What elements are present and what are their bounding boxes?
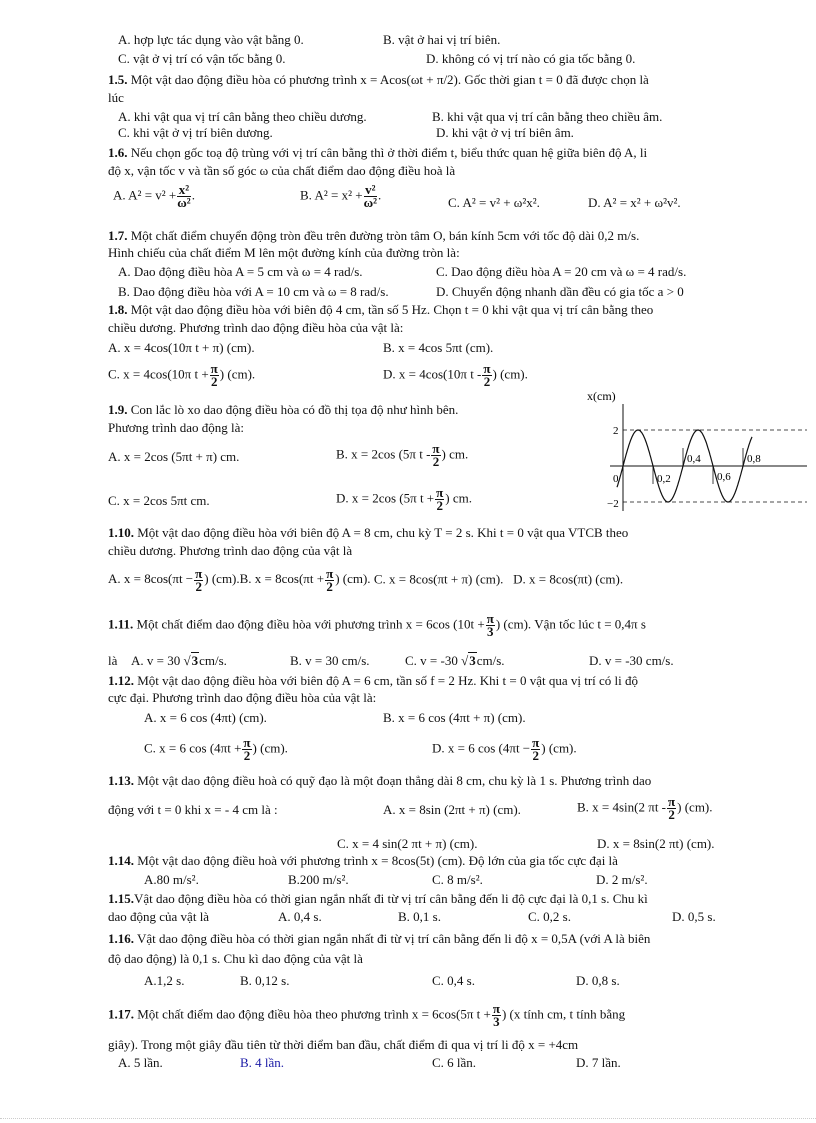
q1-12-option-b: B. x = 6 cos (4πt + π) (cm). <box>383 710 526 725</box>
q1-4-option-d: D. không có vị trí nào có gia tốc bằng 0. <box>426 51 636 66</box>
q1-6-option-a: A. A² = v² + $\frac{\text{x²}}{\text{ω²}}$ . <box>113 182 195 210</box>
q1-13-stem: 1.13. Một vật dao động điều hoà có quỹ đạo là một đoạn thẳng dài 8 cm, chu kỳ là 1 s. Phương trình dao <box>108 773 652 788</box>
q1-10-option-c: C. x = 8cos(πt + π) (cm). <box>373 571 504 587</box>
graph-t4: 0,8 <box>747 453 761 465</box>
q1-5-stem: 1.5. Một vật dao động điều hòa có phương trình x = Acos(ωt + π/2). Gốc thời gian t = 0 đã được chọn là <box>108 72 649 87</box>
q1-7-option-d: D. Chuyển động nhanh dần đều có gia tốc a > 0 <box>436 284 684 299</box>
q1-12-option-c: C. x = 6 cos (4πt + $\frac{\pi}{2}$ ) (cm). <box>144 735 288 763</box>
q1-5-option-d: D. khi vật ở vị trí biên âm. <box>436 125 574 140</box>
q1-17-option-c: C. 6 lần. <box>432 1055 477 1070</box>
q1-10-option-b: B. x = 8cos(πt + $\frac{\pi}{2}$ ) (cm). <box>239 566 371 594</box>
q1-12-option-d: D. x = 6 cos (4πt − $\frac{\pi}{2}$ ) (cm). <box>432 735 577 763</box>
q1-9-option-d: D. x = 2cos (5π t + $\frac{\pi}{2}$ ) cm. <box>336 485 472 513</box>
q1-14-stem: 1.14. Một vật dao động điều hoà với phương trình x = 8cos(5t) (cm). Độ lớn của gia tốc cực đại là <box>108 853 618 868</box>
q1-16-option-b: B. 0,12 s. <box>240 973 290 988</box>
q1-14-option-c: C. 8 m/s². <box>432 872 483 887</box>
q1-12-stem-cont: cực đại. Phương trình dao động điều hòa của vật là: <box>108 690 377 705</box>
q1-9-option-a: A. x = 2cos (5πt + π) cm. <box>108 449 240 464</box>
q1-6-option-d: D. A² = x² + ω²v². <box>588 195 681 210</box>
q1-15-option-d: D. 0,5 s. <box>672 909 716 924</box>
q1-17-stem-cont: giây). Trong một giây đầu tiên từ thời điểm ban đầu, chất điểm đi qua vị trí li độ x = +4cm <box>108 1037 579 1052</box>
q1-11-stem: 1.11. Một chất điểm dao động điều hòa với phương trình x = 6cos (10t + $\frac{\pi}{3}$ ) (cm). Vận tốc lúc t = 0,4π s <box>108 611 646 639</box>
graph-t3: 0,6 <box>717 471 731 483</box>
q1-5-option-b: B. khi vật qua vị trí cân bằng theo chiều âm. <box>432 109 663 124</box>
q1-5-option-a: A. khi vật qua vị trí cân bằng theo chiều dương. <box>118 109 367 124</box>
q1-8-stem-cont: chiều dương. Phương trình dao động điều hòa của vật là: <box>108 320 404 335</box>
q1-5-option-c: C. khi vật ở vị trí biên dương. <box>118 125 273 140</box>
q1-5-stem-cont: lúc <box>108 90 124 105</box>
q1-6-option-c: C. A² = v² + ω²x². <box>448 195 540 210</box>
q1-7-stem: 1.7. Một chất điểm chuyển động tròn đều trên đường tròn tâm O, bán kính 5cm với tốc độ dài 0,2 m/s. <box>108 228 640 243</box>
q1-7-option-c: C. Dao động điều hòa A = 20 cm và ω = 4 rad/s. <box>436 264 687 279</box>
q1-12-stem: 1.12. Một vật dao động điều hòa với biên độ A = 6 cm, tần số f = 2 Hz. Khi t = 0 vật qua vị trí có li độ <box>108 673 639 688</box>
oscillation-graph <box>585 386 807 516</box>
q1-17-option-b: B. 4 lần. <box>240 1055 285 1070</box>
q1-15-stem-cont: dao động của vật là <box>108 909 210 924</box>
q1-16-stem-cont: độ dao động) là 0,1 s. Chu kì dao động của vật là <box>108 951 363 966</box>
q1-15-option-a: A. 0,4 s. <box>278 909 322 924</box>
q1-17-stem: 1.17. Một chất điểm dao động điều hòa theo phương trình x = 6cos(5π t + $\frac{\pi}{3}$ ) (x tính cm, t tính bằng <box>108 1001 626 1029</box>
q1-16-option-d: D. 0,8 s. <box>576 973 620 988</box>
q1-8-option-d: D. x = 4cos(10π t - $\frac{\pi}{2}$ ) (cm). <box>383 361 528 389</box>
q1-6-option-b: B. A² = x² + $\frac{\text{v²}}{\text{ω²}}$ . <box>300 182 382 210</box>
graph-y-zero: 0 <box>613 473 619 485</box>
graph-y-bot: −2 <box>607 498 619 510</box>
q1-8-option-c: C. x = 4cos(10π t + $\frac{\pi}{2}$ ) (cm). <box>108 361 256 389</box>
q1-15-option-b: B. 0,1 s. <box>398 909 441 924</box>
q1-10-stem: 1.10. Một vật dao động điều hòa với biên độ A = 8 cm, chu kỳ T = 2 s. Khi t = 0 vật qua VTCB theo <box>108 525 629 540</box>
q1-11-option-c: C. v = -30 √3cm/s. <box>405 653 505 668</box>
q1-11-option-a: A. v = 30 √3cm/s. <box>131 653 227 668</box>
q1-16-stem: 1.16. Vật dao động điều hòa có thời gian ngắn nhất đi từ vị trí cân bằng đến li độ x = 0,5A (với A là biên <box>108 931 651 946</box>
graph-t2: 0,4 <box>687 453 701 465</box>
q1-13-option-c: C. x = 4 sin(2 πt + π) (cm). <box>337 836 478 851</box>
q1-10-stem-cont: chiều dương. Phương trình dao động của vật là <box>108 543 353 558</box>
q1-13-option-b: B. x = 4sin(2 πt - $\frac{\pi}{2}$ ) (cm). <box>577 794 713 822</box>
q1-4-option-a: A. hợp lực tác dụng vào vật bằng 0. <box>118 32 304 47</box>
q1-15-stem: 1.15.Vật dao động điều hòa có thời gian ngắn nhất đi từ vị trí cân bằng đến li độ cực đại là 0,1 s. Chu kì <box>108 891 648 906</box>
q1-16-option-a: A.1,2 s. <box>144 973 185 988</box>
q1-4-option-b: B. vật ở hai vị trí biên. <box>383 32 501 47</box>
q1-10-options <box>108 568 623 593</box>
q1-9-stem-cont: Phương trình dao động là: <box>108 420 244 435</box>
q1-17-option-a: A. 5 lần. <box>118 1055 163 1070</box>
q1-7-option-a: A. Dao động điều hòa A = 5 cm và ω = 4 rad/s. <box>118 264 363 279</box>
q1-11-option-b: B. v = 30 cm/s. <box>290 653 370 668</box>
q1-8-option-a: A. x = 4cos(10π t + π) (cm). <box>108 340 255 355</box>
page-bottom-rule <box>0 1118 816 1119</box>
q1-13-option-d: D. x = 8sin(2 πt) (cm). <box>597 836 715 851</box>
q1-13-stem-cont: động với t = 0 khi x = - 4 cm là : <box>108 802 278 817</box>
q1-9-option-c: C. x = 2cos 5πt cm. <box>108 493 210 508</box>
q1-14-option-b: B.200 m/s². <box>288 872 349 887</box>
q1-17-option-d: D. 7 lần. <box>576 1055 621 1070</box>
q1-7-stem-cont: Hình chiếu của chất điểm M lên một đường kính của đường tròn là: <box>108 245 460 260</box>
q1-10-option-d: D. x = 8cos(πt) (cm). <box>513 571 624 587</box>
q1-12-option-a: A. x = 6 cos (4πt) (cm). <box>144 710 267 725</box>
q1-6-stem-cont: độ x, vận tốc v và tần số góc ω của chất điểm dao động điều hoà là <box>108 163 456 178</box>
graph-y-label: x(cm) <box>587 389 616 403</box>
q1-8-stem: 1.8. Một vật dao động điều hòa với biên độ 4 cm, tần số 5 Hz. Chọn t = 0 khi vật qua vị trí cân bằng theo <box>108 302 654 317</box>
q1-11-option-d: D. v = -30 cm/s. <box>589 653 674 668</box>
q1-10-option-a: A. x = 8cos(πt − $\frac{\pi}{2}$ ) (cm). <box>108 566 240 594</box>
graph-t1: 0,2 <box>657 473 671 485</box>
q1-9-stem: 1.9. Con lắc lò xo dao động điều hòa có đồ thị tọa độ như hình bên. <box>108 402 459 417</box>
q1-16-option-c: C. 0,4 s. <box>432 973 475 988</box>
graph-y-top: 2 <box>613 425 619 437</box>
q1-13-option-a: A. x = 8sin (2πt + π) (cm). <box>383 802 521 817</box>
q1-15-option-c: C. 0,2 s. <box>528 909 571 924</box>
q1-6-stem: 1.6. Nếu chọn gốc toạ độ trùng với vị trí cân bằng thì ở thời điểm t, biểu thức quan hệ giữa biên độ A, li <box>108 145 648 160</box>
q1-14-option-a: A.80 m/s². <box>144 872 199 887</box>
q1-11-la: là <box>108 653 118 668</box>
q1-7-option-b: B. Dao động điều hòa với A = 10 cm và ω = 8 rad/s. <box>118 284 389 299</box>
q1-4-option-c: C. vật ở vị trí có vận tốc bằng 0. <box>118 51 286 66</box>
q1-8-option-b: B. x = 4cos 5πt (cm). <box>383 340 494 355</box>
q1-14-option-d: D. 2 m/s². <box>596 872 648 887</box>
q1-9-option-b: B. x = 2cos (5π t - $\frac{\pi}{2}$ ) cm. <box>336 441 469 469</box>
